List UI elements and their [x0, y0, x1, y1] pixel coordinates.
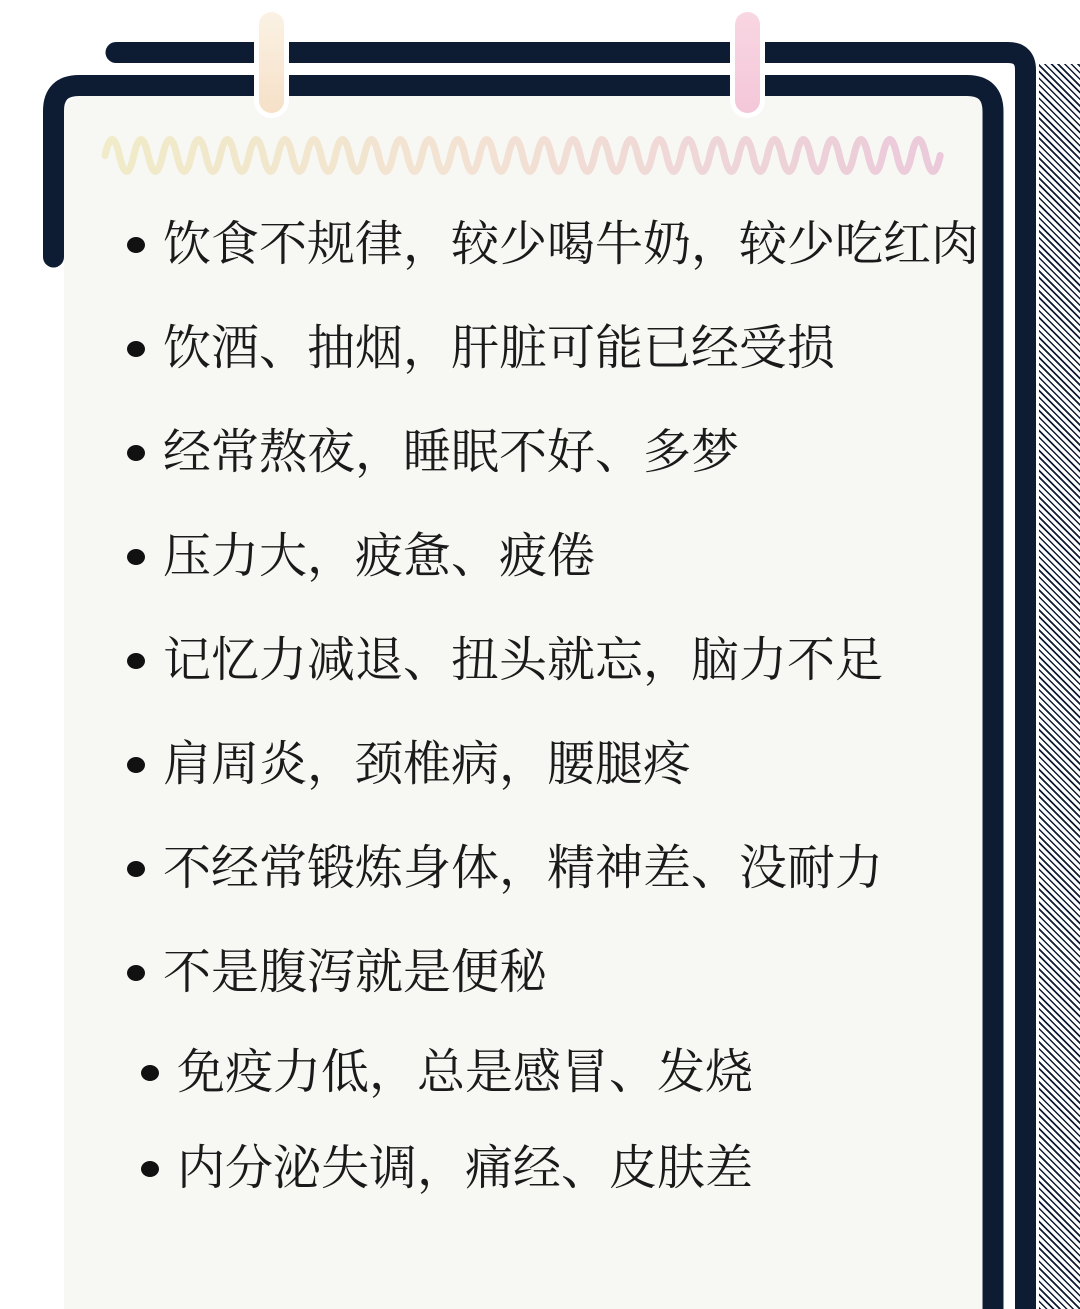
bullet-icon	[127, 445, 145, 461]
washi-clip-right	[735, 12, 760, 113]
list-item-text: 经常熬夜，睡眠不好、多梦	[163, 426, 740, 479]
bullet-icon	[127, 341, 145, 357]
washi-clip-left	[259, 12, 284, 113]
bullet-icon	[127, 757, 145, 773]
list-item	[127, 297, 1007, 401]
list-item	[127, 1121, 1007, 1217]
bullet-icon	[127, 653, 145, 669]
list-item-text: 不是腹泻就是便秘	[163, 946, 548, 999]
bullet-icon	[127, 861, 145, 877]
list-item	[127, 609, 1007, 713]
list-item-text: 肩周炎，颈椎病，腰腿疼	[163, 738, 692, 791]
bullet-icon	[141, 1161, 159, 1177]
bullet-icon	[127, 237, 145, 253]
hatch-shadow	[1039, 64, 1080, 1309]
bullet-icon	[141, 1065, 159, 1081]
list-item	[127, 401, 1007, 505]
list-item	[127, 193, 1007, 297]
list-item-text: 压力大，疲惫、疲倦	[163, 530, 596, 583]
list-item-text: 内分泌失调，痛经、皮肤差	[177, 1142, 754, 1195]
bullet-icon	[127, 965, 145, 981]
list-item	[127, 1025, 1007, 1121]
list-item-text: 免疫力低，总是感冒、发烧	[177, 1046, 754, 1099]
list-item	[127, 713, 1007, 817]
symptom-list	[127, 193, 1007, 1217]
list-item	[127, 505, 1007, 609]
list-item-text: 饮食不规律，较少喝牛奶，较少吃红肉	[163, 218, 980, 271]
list-item-text: 饮酒、抽烟，肝脏可能已经受损	[163, 322, 836, 375]
bullet-icon	[127, 549, 145, 565]
wave-line	[105, 140, 940, 172]
list-item	[127, 817, 1007, 921]
list-item-text: 不经常锻炼身体，精神差、没耐力	[163, 842, 884, 895]
list-item	[127, 921, 1007, 1025]
list-item-text: 记忆力减退、扭头就忘，脑力不足	[163, 634, 884, 687]
